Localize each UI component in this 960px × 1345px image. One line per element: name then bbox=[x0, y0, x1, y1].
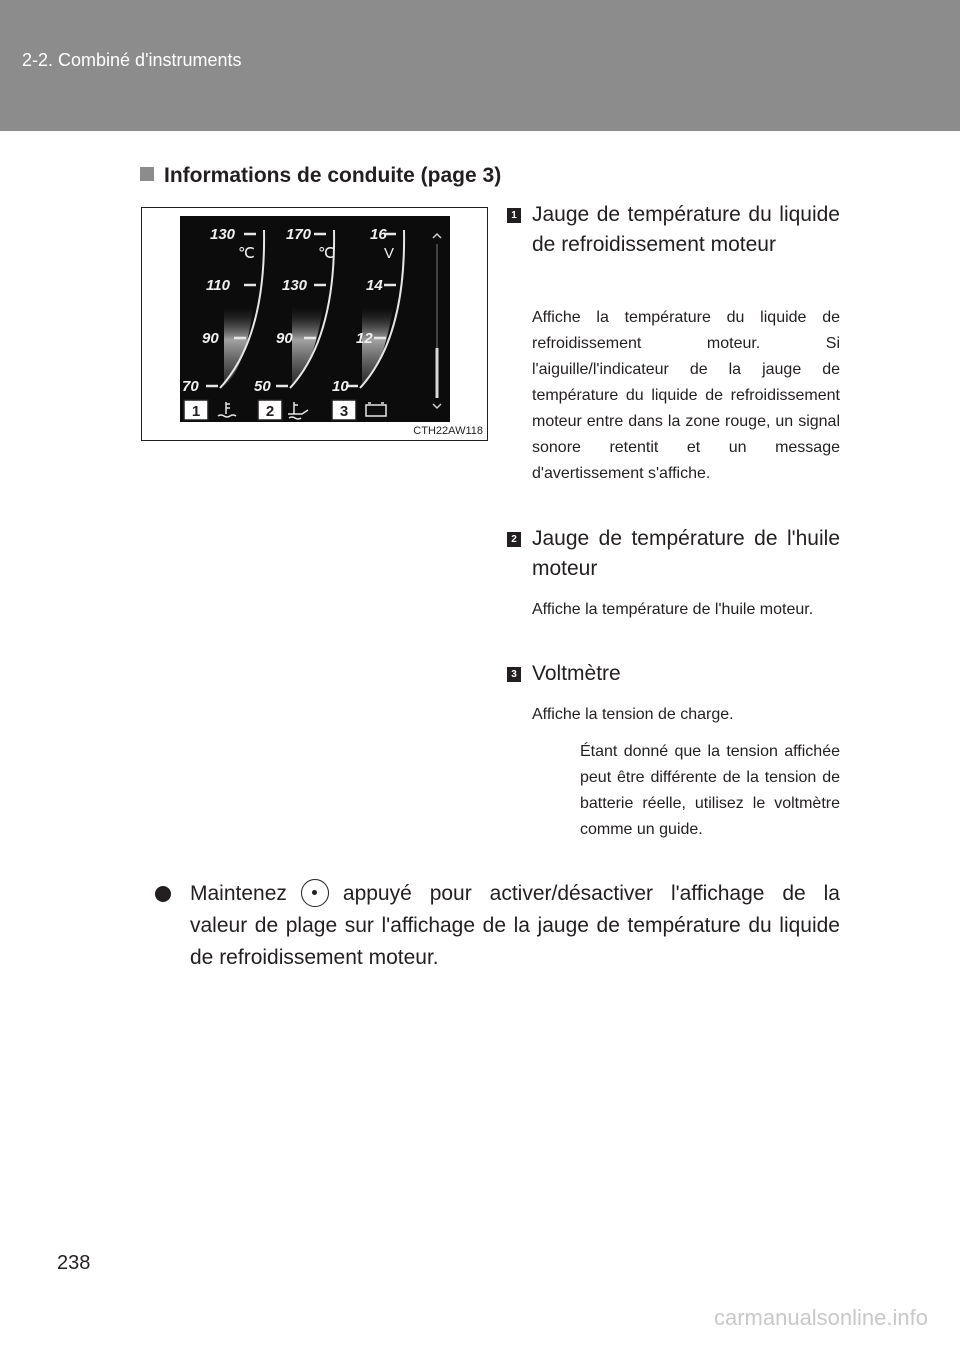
item-1-description: Affiche la température du liquide de refroidissement moteur. Si l'aiguille/l'indicateur de la jauge de température du liquide de refroidissement moteur entre dans la zone rouge, un signal sonore retentit et un message d'avertissement s'affiche. bbox=[532, 309, 840, 482]
figure-label-1: 1 bbox=[191, 403, 201, 420]
gauge-2-tick-1: 170 bbox=[286, 226, 312, 243]
gauge-display-illustration bbox=[142, 208, 487, 440]
item-number-3: 3 bbox=[507, 667, 521, 682]
gauge-3-tick-3: 12 bbox=[356, 330, 373, 347]
item-3-description: Affiche la tension de charge. bbox=[532, 706, 734, 723]
section-title: 2-2. Combiné d'instruments bbox=[22, 50, 242, 70]
gauge-figure bbox=[141, 207, 488, 441]
item-number-1: 1 bbox=[507, 208, 521, 223]
bullet-note bbox=[155, 878, 840, 974]
item-2-title: Jauge de température de l'huile moteur bbox=[532, 527, 840, 580]
item-1 bbox=[507, 200, 840, 260]
item-3-title: Voltmètre bbox=[532, 662, 621, 685]
gauge-3-unit: V bbox=[384, 245, 395, 262]
item-number-2: 2 bbox=[507, 532, 521, 547]
watermark: carmanualsonline.info bbox=[713, 1305, 928, 1330]
gauge-1-tick-2: 110 bbox=[206, 277, 230, 294]
gauge-1-tick-3: 90 bbox=[202, 330, 219, 347]
page-number: 238 bbox=[57, 1252, 91, 1274]
figure-caption: CTH22AW118 bbox=[413, 425, 483, 437]
page-header bbox=[0, 0, 960, 131]
figure-label-2: 2 bbox=[265, 403, 275, 420]
bullet-text-after: appuyé pour activer/désactiver l'affichage de la valeur de plage sur l'affichage de la jauge de température du liquide de refroidissement moteur. bbox=[190, 882, 840, 969]
gauge-2-tick-4: 50 bbox=[254, 378, 271, 395]
item-3 bbox=[507, 659, 840, 689]
page-heading bbox=[140, 164, 501, 188]
bullet-text-before: Maintenez bbox=[190, 882, 287, 905]
item-3-note: Étant donné que la tension affichée peut être différente de la tension de batterie réelle, utilisez le voltmètre comme un guide. bbox=[580, 743, 840, 838]
gauge-1-tick-1: 130 bbox=[210, 226, 236, 243]
dot-button-icon bbox=[301, 879, 329, 907]
figure-label-3: 3 bbox=[339, 403, 349, 420]
gauge-1-unit: ℃ bbox=[238, 245, 255, 262]
gauge-2-tick-3: 90 bbox=[276, 330, 293, 347]
bullet-text bbox=[190, 878, 840, 974]
gauge-3-tick-1: 16 bbox=[370, 226, 387, 243]
item-2 bbox=[507, 524, 840, 584]
gauge-2-unit: ℃ bbox=[318, 245, 335, 262]
gauge-1-tick-4: 70 bbox=[182, 378, 199, 395]
gauge-3-tick-2: 14 bbox=[366, 277, 383, 294]
gauge-2-tick-2: 130 bbox=[282, 277, 308, 294]
bullet-dot-icon bbox=[155, 886, 171, 902]
square-bullet-icon bbox=[140, 167, 154, 181]
heading-text: Informations de conduite (page 3) bbox=[164, 164, 502, 187]
gauge-3-tick-4: 10 bbox=[332, 378, 349, 395]
item-1-title: Jauge de température du liquide de refroidissement moteur bbox=[532, 203, 840, 256]
item-2-description: Affiche la température de l'huile moteur. bbox=[532, 601, 814, 618]
